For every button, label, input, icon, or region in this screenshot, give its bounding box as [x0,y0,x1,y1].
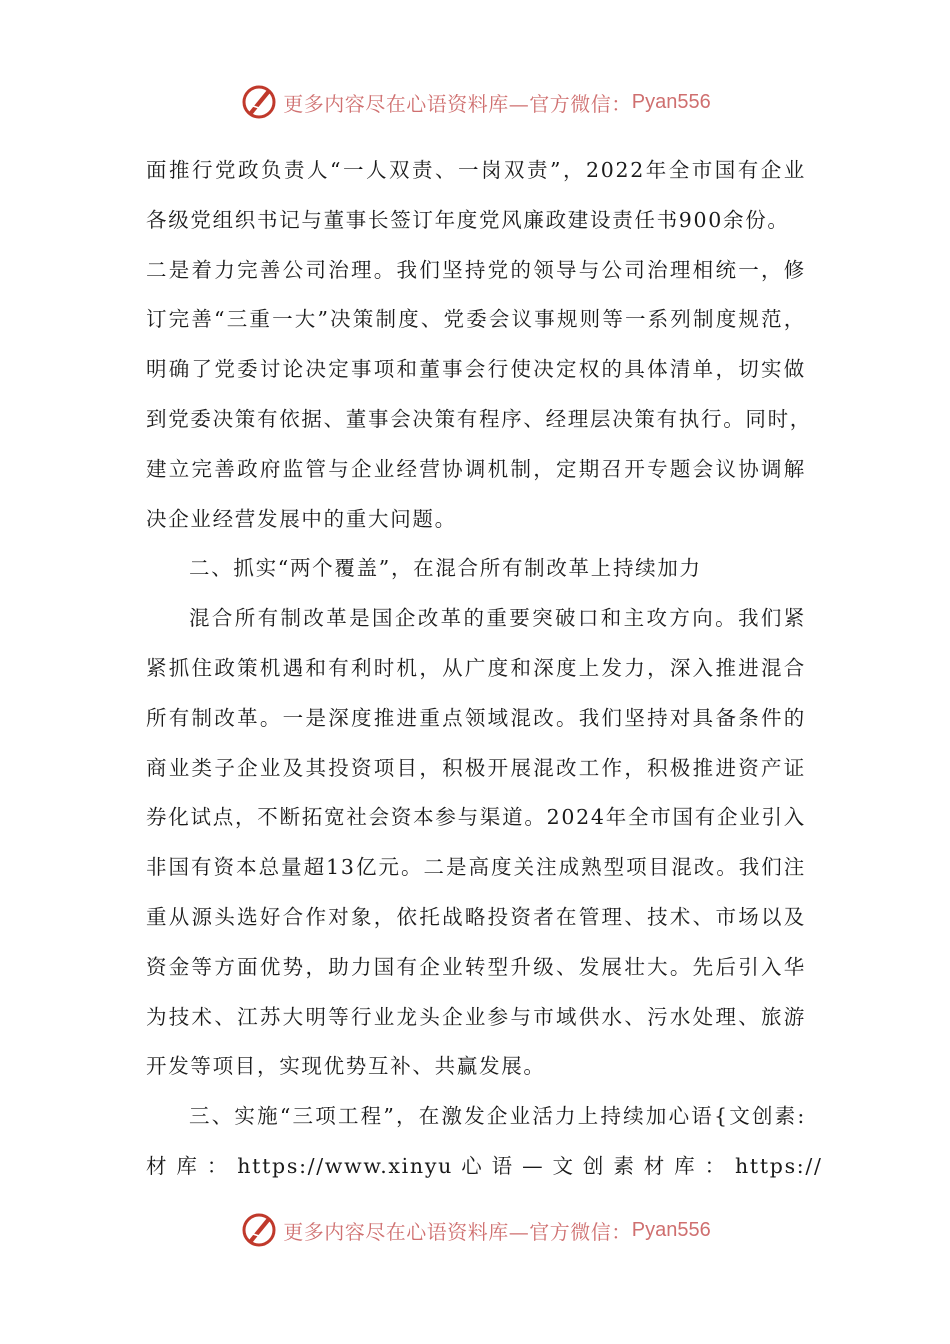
body-line: 二是着力完善公司治理。我们坚持党的领导与公司治理相统一，修 [146,257,806,282]
body-line: 订完善“三重一大”决策制度、党委会议事规则等一系列制度规范， [146,307,806,332]
body-line: 开发等项目，实现优势互补、共赢发展。 [146,1054,546,1079]
body-line: 各级党组织书记与董事长签订年度党风廉政建设责任书900余份。 [146,207,790,232]
body-line: 券化试点，不断拓宽社会资本参与渠道。2024年全市国有企业引入 [146,805,806,830]
body-line: 建立完善政府监管与企业经营协调机制，定期召开专题会议协调解 [146,456,806,481]
body-line: 面推行党政负责人“一人双责、一岗双责”，2022年全市国有企业 [146,158,806,182]
body-line: 为技术、江苏大明等行业龙头企业参与市域供水、污水处理、旅游 [146,1004,806,1029]
body-line: 明确了党委讨论决定事项和董事会行使决定权的具体清单，切实做 [146,357,806,382]
header-banner [0,80,950,124]
header-wechat-id: Pyan556 [631,90,711,113]
body-line: 混合所有制改革是国企改革的重要突破口和主攻方向。我们紧 [189,606,806,631]
body-line: 重从源头选好合作对象，依托战略投资者在管理、技术、市场以及 [146,904,806,929]
body-line: 所有制改革。一是深度推进重点领域混改。我们坚持对具备条件的 [146,705,806,730]
body-line: 材 库 ： https://www.xinyu 心 语 — 文 创 素 材 库 ： https:// [146,1153,823,1178]
footer-banner-text: 更多内容尽在心语资料库—官方微信： [283,1219,632,1244]
body-line: 紧抓住政策机遇和有利时机，从广度和深度上发力，深入推进混合 [146,655,806,680]
footer-banner [0,1208,950,1252]
quill-circle-logo-icon [239,1210,279,1250]
footer-wechat-id: Pyan556 [631,1218,711,1241]
header-banner-text: 更多内容尽在心语资料库—官方微信： [283,91,632,116]
section-heading: 三、实施“三项工程”，在激发企业活力上持续加心语{文创素: [189,1104,806,1129]
quill-circle-logo-icon [239,82,279,122]
section-heading: 二、抓实“两个覆盖”，在混合所有制改革上持续加力 [189,556,702,581]
body-line: 商业类子企业及其投资项目，积极开展混改工作，积极推进资产证 [146,755,806,780]
document-body [146,146,823,1192]
body-line: 到党委决策有依据、董事会决策有程序、经理层决策有执行。同时， [146,406,812,431]
body-line: 决企业经营发展中的重大问题。 [146,506,457,531]
body-line: 资金等方面优势，助力国有企业转型升级、发展壮大。先后引入华 [146,954,806,979]
body-line: 非国有资本总量超13亿元。二是高度关注成熟型项目混改。我们注 [146,855,806,880]
